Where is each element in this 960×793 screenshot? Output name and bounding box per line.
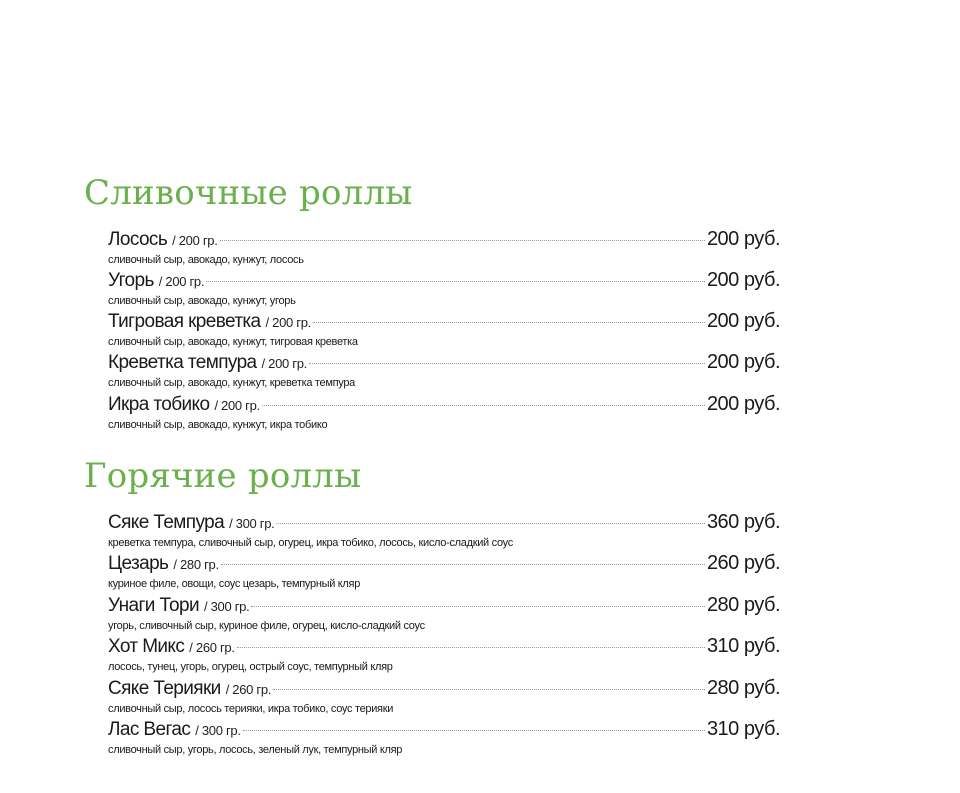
item-name: Лосось xyxy=(108,229,168,250)
item-line xyxy=(108,310,780,334)
item-name: Икра тобико xyxy=(108,394,210,415)
item-price: 280 руб. xyxy=(706,677,780,699)
item-weight: / 260 гр. xyxy=(225,682,272,697)
item-line xyxy=(108,228,780,252)
item-price: 200 руб. xyxy=(706,351,780,373)
section-title: Сливочные роллы xyxy=(84,173,413,213)
item-price: 200 руб. xyxy=(706,393,780,415)
item-price: 260 руб. xyxy=(706,552,780,574)
item-description: сливочный сыр, авокадо, кунжут, лосось xyxy=(108,254,304,266)
item-weight: / 300 гр. xyxy=(203,599,250,614)
item-name: Угорь xyxy=(108,270,154,291)
item-name: Тигровая креветка xyxy=(108,311,261,332)
menu-item xyxy=(108,552,780,594)
item-weight: / 200 гр. xyxy=(172,233,218,248)
item-weight: / 200 гр. xyxy=(261,356,307,371)
item-price: 310 руб. xyxy=(706,635,780,657)
item-line xyxy=(108,351,780,375)
menu-item xyxy=(108,393,780,435)
menu-item xyxy=(108,310,780,352)
item-line xyxy=(108,552,780,576)
item-weight: / 200 гр. xyxy=(158,274,205,289)
item-line xyxy=(108,718,780,742)
item-weight: / 280 гр. xyxy=(173,557,219,572)
item-line xyxy=(108,594,780,618)
item-name: Сяке Терияки xyxy=(108,678,221,699)
item-name: Унаги Тори xyxy=(108,595,199,616)
dot-leader xyxy=(220,239,705,241)
menu-item xyxy=(108,594,780,636)
item-description: креветка темпура, сливочный сыр, огурец, икра тобико, лосось, кисло-сладкий соус xyxy=(108,537,513,549)
dot-leader xyxy=(237,646,705,648)
dot-leader xyxy=(273,688,705,690)
item-weight: / 260 гр. xyxy=(189,640,235,655)
item-name: Хот Микс xyxy=(108,636,185,657)
menu-item xyxy=(108,677,780,719)
item-weight: / 200 гр. xyxy=(214,398,260,413)
menu-item xyxy=(108,635,780,677)
item-line xyxy=(108,635,780,659)
item-price: 280 руб. xyxy=(706,594,780,616)
dot-leader xyxy=(276,522,704,524)
dot-leader xyxy=(251,605,705,607)
item-weight: / 200 гр. xyxy=(265,315,311,330)
section-title: Горячие роллы xyxy=(84,456,362,496)
item-description: сливочный сыр, авокадо, кунжут, тигровая креветка xyxy=(108,336,358,348)
dot-leader xyxy=(313,321,705,323)
item-name: Лас Вегас xyxy=(108,719,191,740)
item-weight: / 300 гр. xyxy=(195,723,241,738)
menu-item xyxy=(108,351,780,393)
dot-leader xyxy=(243,729,705,731)
item-price: 200 руб. xyxy=(706,269,780,291)
item-line xyxy=(108,677,780,701)
dot-leader xyxy=(262,404,705,406)
item-line xyxy=(108,393,780,417)
item-description: сливочный сыр, авокадо, кунжут, креветка темпура xyxy=(108,377,355,389)
dot-leader xyxy=(206,280,705,282)
menu-item xyxy=(108,718,780,760)
item-description: куриное филе, овощи, соус цезарь, темпурный кляр xyxy=(108,578,361,590)
item-price: 200 руб. xyxy=(706,228,780,250)
item-weight: / 300 гр. xyxy=(229,516,275,531)
item-line xyxy=(108,511,780,535)
menu-item xyxy=(108,228,780,270)
item-price: 360 руб. xyxy=(706,511,780,533)
item-description: сливочный сыр, авокадо, кунжут, икра тобико xyxy=(108,419,328,431)
item-description: лосось, тунец, угорь, огурец, острый соус, темпурный кляр xyxy=(108,661,393,673)
item-line xyxy=(108,269,780,293)
item-name: Сяке Темпура xyxy=(108,512,225,533)
item-name: Цезарь xyxy=(108,553,169,574)
menu-item xyxy=(108,511,780,553)
item-price: 200 руб. xyxy=(706,310,780,332)
item-description: сливочный сыр, лосось терияки, икра тобико, соус терияки xyxy=(108,703,394,715)
item-price: 310 руб. xyxy=(706,718,780,740)
dot-leader xyxy=(221,563,705,565)
item-name: Креветка темпура xyxy=(108,352,257,373)
menu-item xyxy=(108,269,780,311)
dot-leader xyxy=(309,362,705,364)
item-description: сливочный сыр, авокадо, кунжут, угорь xyxy=(108,295,296,307)
item-description: сливочный сыр, угорь, лосось, зеленый лук, темпурный кляр xyxy=(108,744,403,756)
item-description: угорь, сливочный сыр, куриное филе, огурец, кисло-сладкий соус xyxy=(108,620,425,632)
